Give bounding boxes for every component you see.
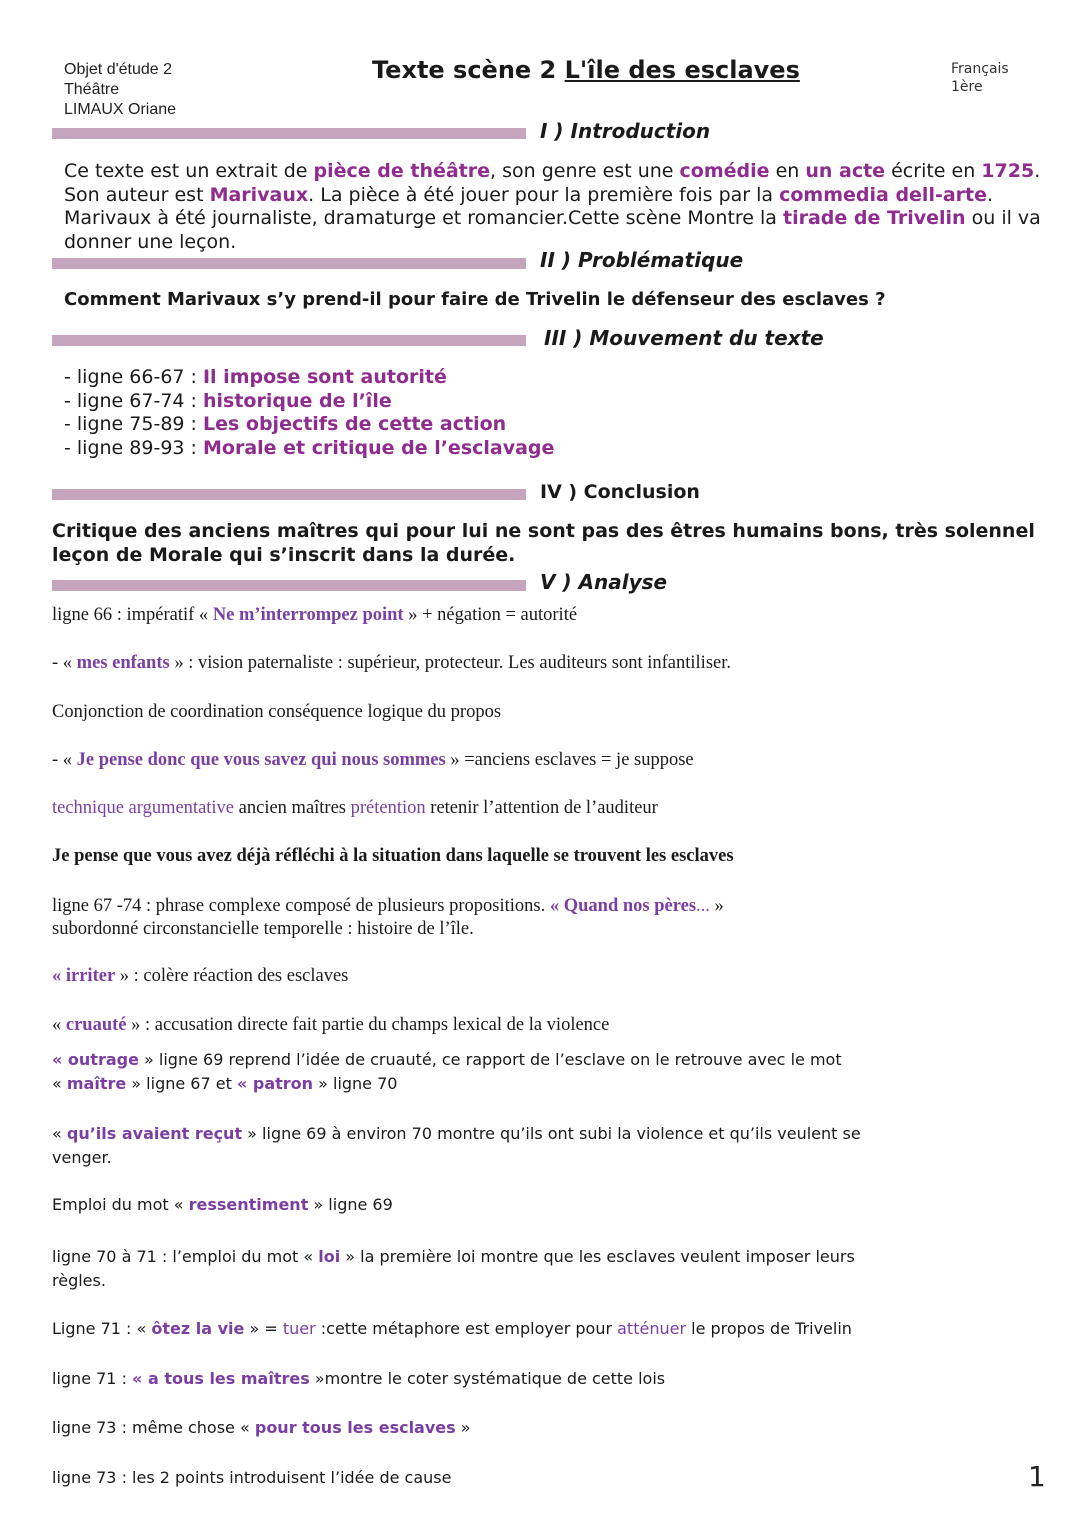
intro-text-5: . Son auteur est [64, 160, 1041, 206]
analysis-text: ligne 66 : impératif « [52, 605, 213, 625]
analysis-text: - « [52, 750, 77, 770]
page-number: 1 [1028, 1460, 1046, 1493]
analysis-quote: « [549, 896, 560, 916]
section-divider-problem [52, 258, 526, 269]
analysis-highlight: qu’ils avaient reçut [66, 1124, 243, 1143]
analysis-line-10 [52, 1048, 842, 1096]
analysis-highlight: maître [66, 1074, 127, 1093]
analysis-text: » ligne 70 [313, 1074, 398, 1093]
problem-question: Comment Marivaux s’y prend-il pour faire de Trivelin le défenseur des esclaves ? [64, 289, 886, 310]
analysis-text: » : accusation directe fait partie du champs lexical de la violence [126, 1015, 610, 1035]
analysis-text: » ligne 69 reprend l’idée de cruauté, ce rapport de l’esclave on le retrouve avec le mot [138, 1050, 842, 1069]
title-prefix: Texte scène 2 [372, 56, 557, 84]
section-title-movement: III ) Mouvement du texte [544, 326, 824, 350]
intro-highlight-1: pièce de théâtre [313, 160, 491, 182]
analysis-highlight: outrage [67, 1050, 139, 1069]
intro-paragraph [64, 160, 1044, 254]
analysis-highlight: Ne m’interrompez point [212, 605, 404, 625]
analysis-text: - « [52, 653, 77, 673]
movement-range: - ligne 75-89 : [64, 413, 203, 435]
analysis-text: » : colère réaction des esclaves [115, 966, 349, 986]
level-label: 1ère [951, 79, 983, 95]
section-divider-intro [52, 128, 526, 139]
analysis-line-10a [52, 1048, 842, 1072]
analysis-line-13 [52, 1245, 855, 1293]
intro-text-1: Ce texte est un extrait de [64, 160, 314, 182]
analysis-line-3: Conjonction de coordination conséquence logique du propos [52, 702, 502, 722]
conclusion-paragraph: Critique des anciens maîtres qui pour lui ne sont pas des êtres humains bons, très solennel leçon de Morale qui s’inscrit dans la durée. [52, 520, 1035, 566]
analysis-highlight: technique argumentative [52, 798, 235, 818]
section-title-intro: I ) Introduction [540, 119, 711, 143]
author-name: LIMAUX Oriane [64, 101, 177, 118]
analysis-text: » ligne 67 et [126, 1074, 237, 1093]
analysis-highlight: atténuer [617, 1319, 687, 1338]
analysis-text: »montre le coter systématique de cette lois [309, 1369, 666, 1388]
analysis-text: « [52, 1124, 67, 1143]
analysis-text: » [455, 1418, 471, 1437]
analysis-text: :cette métaphore est employer pour [315, 1319, 618, 1338]
subject-label: Français [951, 61, 1009, 77]
analysis-line-11b: venger. [52, 1148, 112, 1167]
movement-range: - ligne 89-93 : [64, 436, 203, 459]
analysis-text: » = [244, 1319, 283, 1338]
analysis-text: » ligne 69 à environ 70 montre qu’ils ont subi la violence et qu’ils veulent se [242, 1124, 861, 1143]
movement-label: historique de l’île [202, 389, 392, 412]
analysis-line-14 [52, 1319, 852, 1338]
analysis-quote: « [236, 1074, 253, 1093]
intro-text-2: , son genre est une [490, 160, 680, 182]
analysis-text: » ligne 69 [308, 1195, 393, 1214]
analysis-line-13b: règles. [52, 1271, 106, 1290]
page-title [372, 56, 800, 84]
analysis-ellipsis: ... [696, 896, 710, 916]
analysis-highlight: irriter [65, 966, 116, 986]
analysis-quote: « [52, 966, 66, 986]
genre-label: Théâtre [64, 81, 120, 98]
analysis-text: » =anciens esclaves = je suppose [445, 750, 694, 770]
analysis-line-2 [52, 653, 731, 674]
list-item [64, 413, 554, 437]
analysis-line-16 [52, 1418, 471, 1437]
list-item [64, 366, 554, 390]
header-right-block [951, 60, 1009, 96]
analysis-text: Ligne 71 : « [52, 1319, 152, 1338]
analysis-text: « [52, 1015, 66, 1035]
analysis-text: ligne 73 : même chose « [52, 1418, 255, 1437]
analysis-highlight: cruauté [65, 1015, 127, 1035]
study-object: Objet d'étude 2 [64, 61, 173, 78]
analysis-highlight: « a tous les maîtres [132, 1369, 310, 1388]
list-item [64, 437, 554, 461]
title-work: L'île des esclaves [564, 56, 800, 84]
intro-text-6: . La pièce à été jouer pour la première fois par la [308, 183, 780, 206]
analysis-line-7a [52, 895, 724, 918]
intro-highlight-3: un acte [805, 160, 886, 182]
section-divider-analysis [52, 580, 526, 591]
movement-range: - ligne 67-74 : [64, 389, 203, 412]
analysis-highlight: ôtez la vie [151, 1319, 245, 1338]
analysis-line-4 [52, 750, 694, 771]
intro-text-3: en [769, 160, 806, 182]
intro-text-7: . Marivaux à été journaliste, dramaturge et romancier.Cette scène Montre la [64, 183, 994, 229]
movement-label: Morale et critique de l’esclavage [202, 436, 555, 459]
analysis-line-1 [52, 605, 577, 626]
analysis-line-7b: subordonné circonstancielle temporelle : histoire de l’île. [52, 919, 474, 939]
analysis-highlight: ressentiment [188, 1195, 309, 1214]
analysis-text: ligne 71 : [52, 1369, 133, 1388]
analysis-line-10b [52, 1072, 842, 1096]
analysis-text: » + négation = autorité [403, 605, 578, 625]
movement-label: Les objectifs de cette action [202, 413, 507, 435]
movement-list [64, 366, 554, 460]
list-item [64, 390, 554, 414]
analysis-line-17: ligne 73 : les 2 points introduisent l’idée de cause [52, 1468, 452, 1487]
analysis-line-12 [52, 1195, 393, 1214]
intro-highlight-6: commedia dell-arte [779, 183, 987, 206]
analysis-text: » : vision paternaliste : supérieur, protecteur. Les auditeurs sont infantiliser. [169, 653, 732, 673]
analysis-text: ligne 70 à 71 : l’emploi du mot « [52, 1247, 319, 1266]
analysis-line-15 [52, 1369, 665, 1388]
analysis-highlight: tuer [282, 1319, 316, 1338]
section-title-analysis: V ) Analyse [540, 570, 668, 594]
intro-text-4: écrite en [885, 160, 982, 182]
analysis-quote: « [52, 1050, 68, 1069]
section-title-conclusion: IV ) Conclusion [540, 481, 700, 503]
intro-highlight-2: comédie [679, 160, 770, 182]
analysis-highlight: pour tous les esclaves [254, 1418, 456, 1437]
analysis-text: Emploi du mot « [52, 1195, 189, 1214]
movement-label: Il impose sont autorité [202, 366, 447, 388]
analysis-line-9 [52, 1015, 609, 1036]
analysis-line-7 [52, 895, 724, 941]
analysis-line-8 [52, 966, 348, 987]
analysis-highlight: prétention [350, 798, 426, 818]
section-title-problem: II ) Problématique [540, 248, 744, 272]
analysis-text: le propos de Trivelin [686, 1319, 852, 1338]
intro-highlight-7: tirade de Trivelin [783, 207, 966, 229]
analysis-line-11a [52, 1122, 861, 1146]
intro-highlight-4: 1725 [981, 160, 1035, 182]
analysis-line-11 [52, 1122, 861, 1170]
analysis-highlight: Quand nos pères [559, 896, 697, 916]
analysis-highlight: loi [318, 1247, 341, 1266]
analysis-line-13a [52, 1245, 855, 1269]
header-left-block [64, 60, 176, 120]
movement-range: - ligne 66-67 : [64, 366, 203, 388]
intro-highlight-5: Marivaux [209, 183, 309, 206]
analysis-highlight: Je pense donc que vous savez qui nous sommes [76, 750, 446, 770]
analysis-text: ancien maîtres [234, 798, 351, 818]
analysis-line-5 [52, 798, 658, 819]
analysis-text: retenir l’attention de l’auditeur [425, 798, 658, 818]
analysis-text: ligne 67 -74 : phrase complexe composé de plusieurs propositions. [52, 896, 550, 916]
analysis-line-6: Je pense que vous avez déjà réfléchi à la situation dans laquelle se trouvent les esclaves [52, 846, 734, 866]
analysis-highlight: mes enfants [76, 653, 170, 673]
analysis-highlight: patron [252, 1074, 314, 1093]
analysis-text: » la première loi montre que les esclaves veulent imposer leurs [340, 1247, 855, 1266]
intro-text-8: ou il va donner une leçon. [64, 207, 1041, 253]
section-divider-movement [52, 335, 526, 346]
analysis-text: « [52, 1074, 67, 1093]
analysis-text: » [709, 896, 724, 916]
section-divider-conclusion [52, 489, 526, 500]
